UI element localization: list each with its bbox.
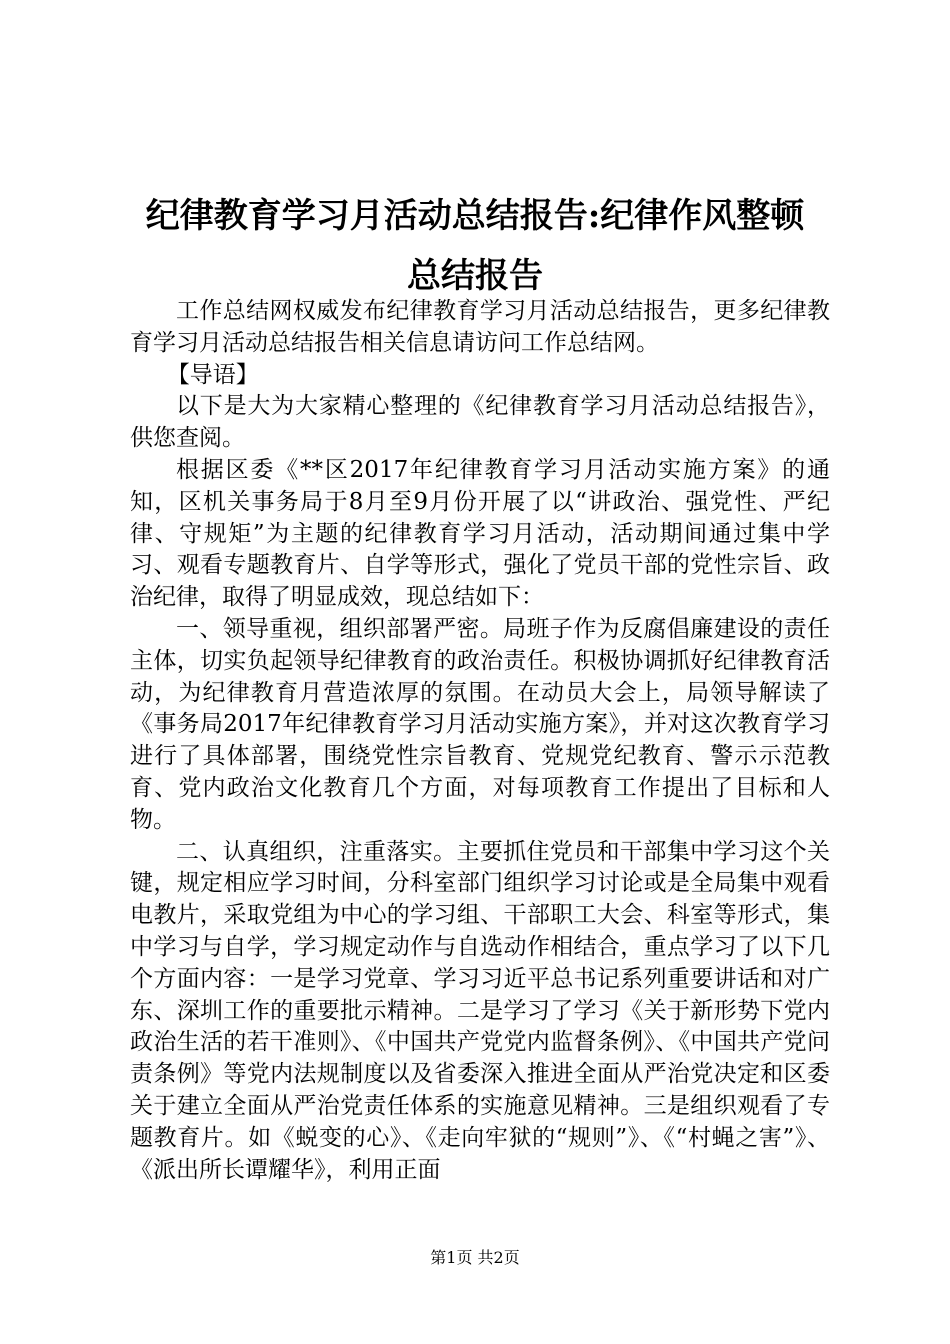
lead-paragraph: 以下是大为大家精心整理的《纪律教育学习月活动总结报告》，供您查阅。 <box>130 393 830 452</box>
page-number-footer: 第1页 共2页 <box>430 1248 520 1267</box>
document-title-line1: 纪律教育学习月活动总结报告:纪律作风整顿 <box>145 196 805 236</box>
section-two-paragraph: 二、认真组织，注重落实。主要抓住党员和干部集中学习这个关键，规定相应学习时间，分科室部门组织学习讨论或是全局集中观看电教片，采取党组为中心的学习组、干部职工大会、科室等形式，集中学习与自学，学习规定动作与自选动作相结合，重点学习了以下几个方面内容：一是学习党章、学习习近平总书记系列重要讲话和对广东、深圳工作的重要批示精神。二是学习了学习《关于新形势下党内政治生活的若干准则》、《中国共产党党内监督条例》、《中国共产党问责条例》等党内法规制度以及省委深入推进全面从严治党决定和区委关于建立全面从严治党责任体系的实施意见精神。三是组织观看了专题教育片。如《蜕变的心》、《走向牢狱的“规则”》、《“村蝇之害”》、《派出所长谭耀华》，利用正面 <box>130 838 830 1183</box>
document-title-line2: 总结报告 <box>407 256 543 296</box>
document-body <box>130 296 830 1186</box>
intro-paragraph: 工作总结网权威发布纪律教育学习月活动总结报告，更多纪律教育学习月活动总结报告相关信息请访问工作总结网。 <box>130 298 830 356</box>
lead-heading: 【导语】 <box>166 361 259 388</box>
section-one-paragraph: 一、领导重视，组织部署严密。局班子作为反腐倡廉建设的责任主体，切实负起领导纪律教育的政治责任。积极协调抓好纪律教育活动，为纪律教育月营造浓厚的氛围。在动员大会上，局领导解读了《事务局2017年纪律教育学习月活动实施方案》，并对这次教育学习进行了具体部署，围绕党性宗旨教育、党规党纪教育、警示示范教育、党内政治文化教育几个方面，对每项教育工作提出了目标和人物。 <box>130 615 830 833</box>
background-paragraph: 根据区委《**区2017年纪律教育学习月活动实施方案》的通知，区机关事务局于8月至9月份开展了以“讲政治、强党性、严纪律、守规矩”为主题的纪律教育学习月活动，活动期间通过集中学习、观看专题教育片、自学等形式，强化了党员干部的党性宗旨、政治纪律，取得了明显成效，现总结如下： <box>130 456 830 611</box>
